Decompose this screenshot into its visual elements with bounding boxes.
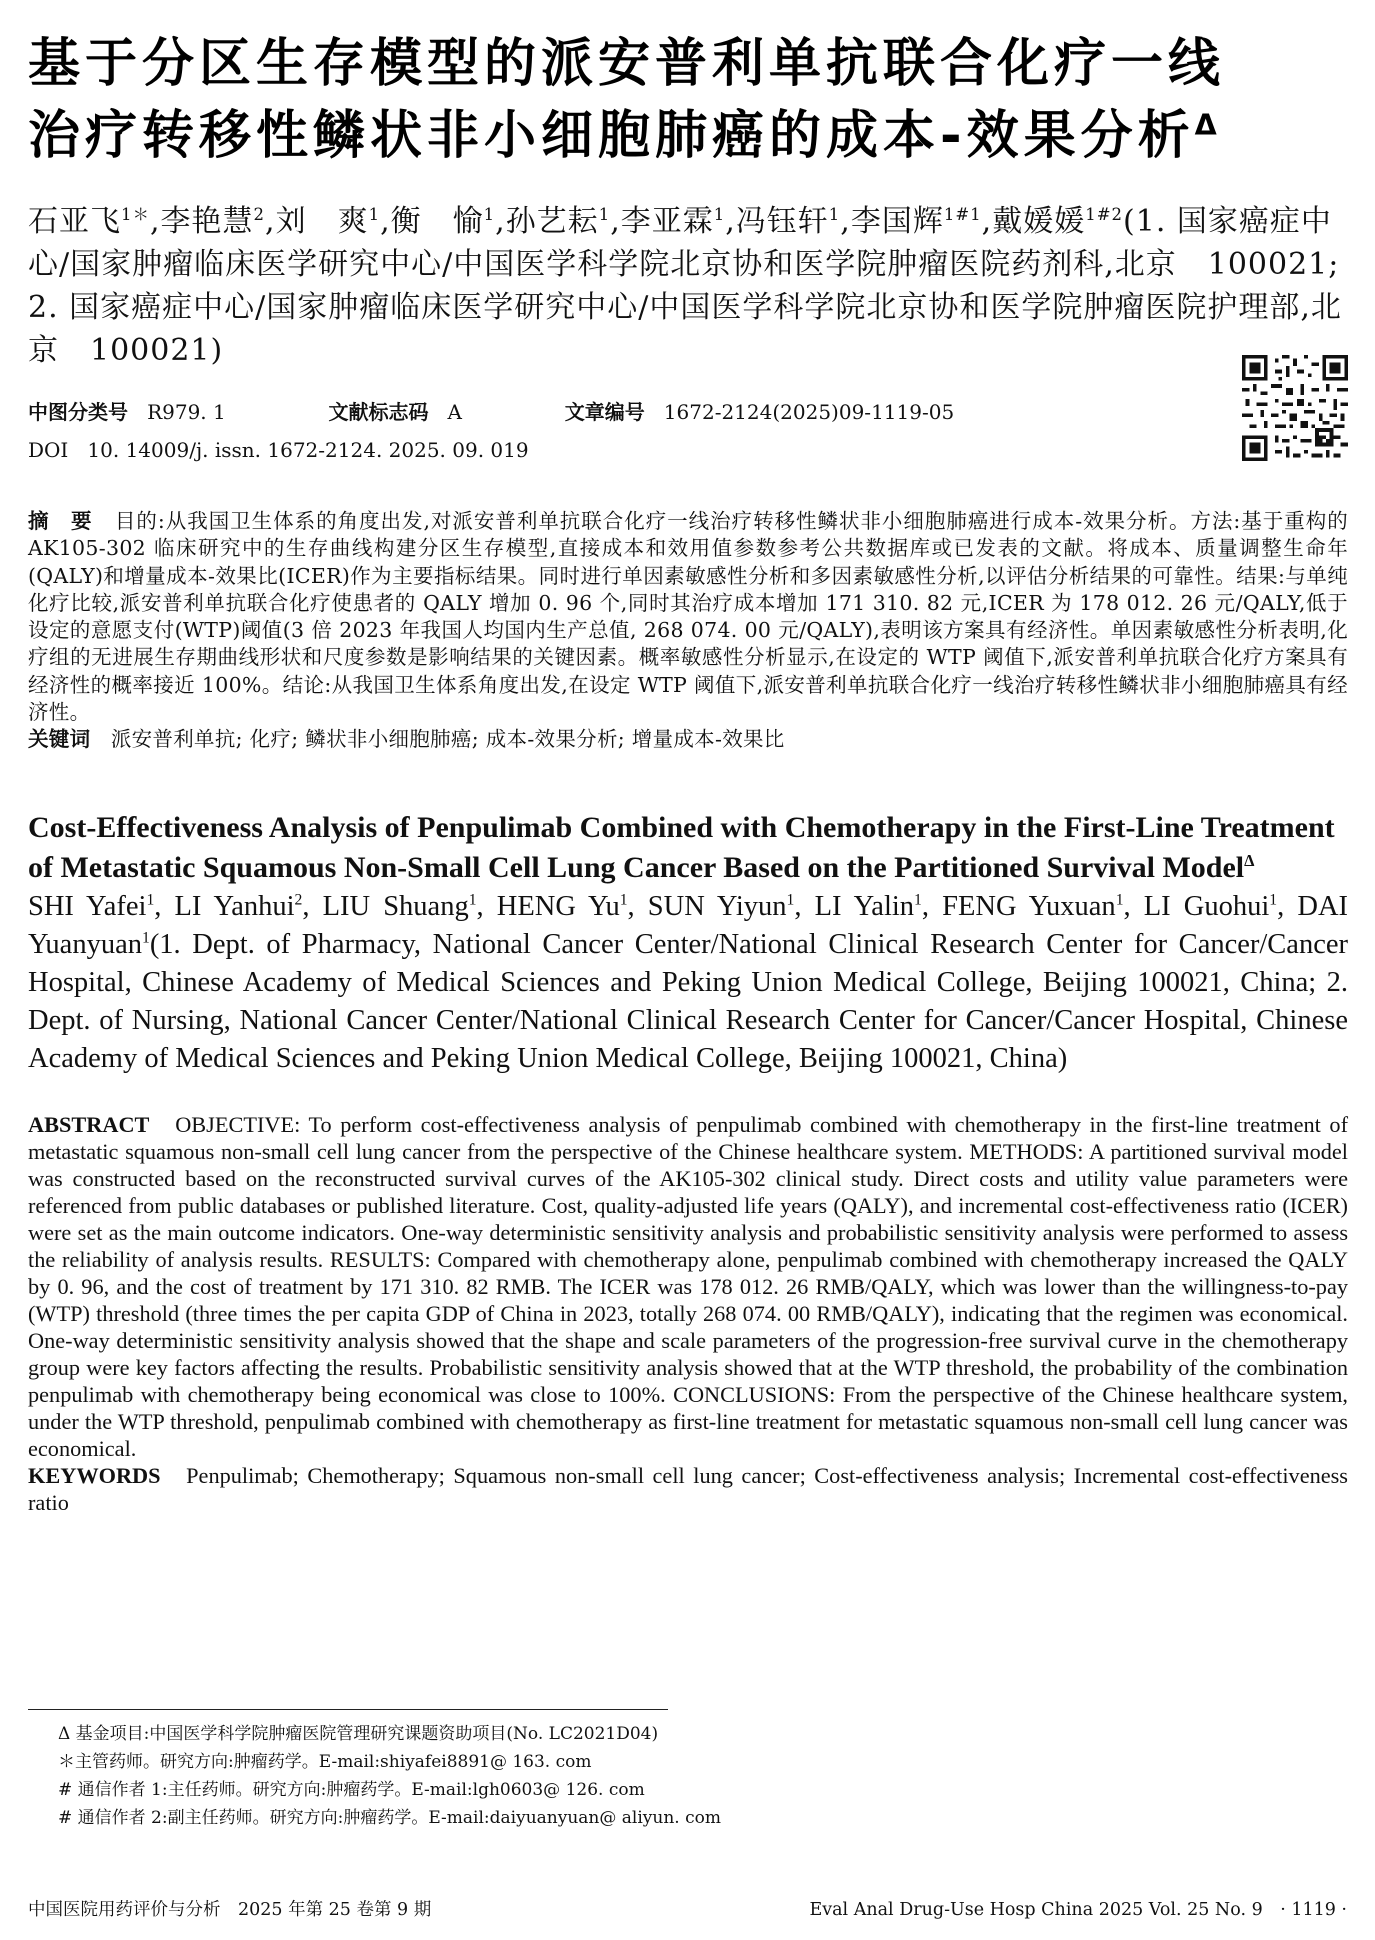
affiliation-cn: (1. 国家癌症中心/国家肿瘤临床医学研究中心/中国医学科学院北京协和医学院肿瘤医院药剂科,北京 100021; 2. 国家癌症中心/国家肿瘤临床医学研究中心/中国医学科学院北京协和医学院肿瘤医院护理部,北京 100021) <box>28 204 1342 368</box>
authors-en: SHI Yafei$^1$, LI Yanhui$^2$, LIU Shuang$^1$, HENG Yu$^1$, SUN Yiyun$^1$, LI Yalin$^1$, FENG Yuxuan$^1$, LI Guohui$^1$, DAI Yuanyuan$^1$(1. Dept. of Pharmacy, National Cancer Center/National Clinical Research Center for Cancer/Cancer Hospital, Chinese Academy of Medical Sciences and Peking Union Medical College, Beijing 100021, China; 2. Dept. of Nursing, National Cancer Center/National Clinical Research Center for Cancer/Cancer Hospital, Chinese Academy of Medical Sciences and Peking Union Medical College, Beijing 100021, China) <box>28 891 1349 1074</box>
title-cn-line2 <box>28 100 1348 172</box>
author-en: DAI Yuanyuan$^1$ <box>28 891 1349 960</box>
classification-row <box>28 398 954 426</box>
doi-value[interactable]: 10. 14009/j. issn. 1672-2124. 2025. 09. 019 <box>87 438 529 462</box>
author-cn: 李亚霖$^1$ <box>620 204 726 239</box>
author-cn: 石亚飞$^{1*}$ <box>28 204 150 239</box>
abstract-en-label: ABSTRACT <box>28 1112 150 1137</box>
keywords-en-text: Penpulimab; Chemotherapy; Squamous non-small cell lung cancer; Cost-effectiveness analysis; Incremental cost-effectiveness ratio <box>28 1463 1348 1515</box>
author-cn: 李国辉$^{1\#1}$ <box>850 204 982 239</box>
author-en: FENG Yuxuan$^1$ <box>942 891 1124 922</box>
doi-row <box>28 436 529 464</box>
title-cn-fund-mark: Δ <box>1194 107 1222 142</box>
author-cn: 冯钰轩$^1$ <box>735 204 841 239</box>
author-cn: 戴媛媛$^{1\#2}$ <box>992 204 1124 239</box>
article-number-value: 1672-2124(2025)09-1119-05 <box>663 400 955 424</box>
author-en: LI Yalin$^1$ <box>814 891 922 922</box>
doi-label: DOI <box>28 438 69 462</box>
author-en: LIU Shuang$^1$ <box>322 891 477 922</box>
author-cn: 李艳慧$^2$ <box>160 204 266 239</box>
abstract-en-text: OBJECTIVE: To perform cost-effectiveness analysis of penpulimab combined with chemotherapy in the first-line treatment of metastatic squamous non-small cell lung cancer from the perspective of the Chinese healthcare system. METHODS: A partitioned survival model was constructed based on the reconstructed survival curves of the AK105-302 clinical study. Direct costs and utility value parameters were referenced from public databases or published literature. Cost, quality-adjusted life years (QALY), and incremental cost-effectiveness ratio (ICER) were set as the main outcome indicators. One-way deterministic sensitivity analysis and probabilistic sensitivity analysis were performed to assess the reliability of analysis results. RESULTS: Compared with chemotherapy alone, penpulimab combined with chemotherapy increased the QALY by 0. 96, and the cost of treatment by 171 310. 82 RMB. The ICER was 178 012. 26 RMB/QALY, which was lower than the willingness-to-pay (WTP) threshold (three times the per capita GDP of China in 2023, totally 268 074. 00 RMB/QALY), indicating that the regimen was economical. One-way deterministic sensitivity analysis showed that the shape and scale parameters of the progression-free survival curve in the chemotherapy group were key factors affecting the results. Probabilistic sensitivity analysis showed that at the WTP threshold, the probability of the combination penpulimab with chemotherapy being economical was close to 100%. CONCLUSIONS: From the perspective of the Chinese healthcare system, under the WTP threshold, penpulimab combined with chemotherapy as first-line treatment for metastatic squamous non-small cell lung cancer was economical. <box>28 1112 1348 1461</box>
title-en <box>28 808 1348 888</box>
author-cn: 刘 爽$^1$ <box>275 204 381 239</box>
keywords-cn-text: 派安普利单抗; 化疗; 鳞状非小细胞肺癌; 成本-效果分析; 增量成本-效果比 <box>110 727 785 752</box>
title-cn-line1-text: 基于分区生存模型的派安普利单抗联合化疗一线 <box>28 34 1226 94</box>
keywords-en-label: KEYWORDS <box>28 1463 161 1488</box>
footnote-corresponding-2: # 通信作者 2:副主任药师。研究方向:肿瘤药学。E-mail:daiyuanyuan@ aliyun. com <box>58 1808 721 1828</box>
footer-journal-en: Eval Anal Drug-Use Hosp China 2025 Vol. 25 No. 9 · 1119 · <box>809 1900 1347 1920</box>
footnote-divider <box>28 1709 668 1710</box>
abstract-cn <box>28 508 1348 754</box>
abstract-en <box>28 1111 1348 1516</box>
abstract-cn-label: 摘 要 <box>28 509 93 533</box>
author-en: LI Guohui$^1$ <box>1143 891 1278 922</box>
author-en: SHI Yafei$^1$ <box>28 891 155 922</box>
doc-code-label: 文献标志码 <box>328 400 429 424</box>
doc-code-value: A <box>447 400 462 424</box>
footnote-corresponding-1: # 通信作者 1:主任药师。研究方向:肿瘤药学。E-mail:lgh0603@ 126. com <box>58 1780 645 1800</box>
author-en: SUN Yiyun$^1$ <box>647 891 795 922</box>
article-number-label: 文章编号 <box>564 400 645 424</box>
qr-code[interactable] <box>1242 355 1348 461</box>
title-en-text: Cost-Effectiveness Analysis of Penpulimab Combined with Chemotherapy in the First-Line Treatment of Metastatic Squamous Non-Small Cell Lung Cancer Based on the Partitioned Survival Model <box>28 811 1335 884</box>
author-cn: 衡 愉$^1$ <box>390 204 496 239</box>
author-en: HENG Yu$^1$ <box>496 891 628 922</box>
clc-label: 中图分类号 <box>28 400 128 424</box>
abstract-cn-text: 目的:从我国卫生体系的角度出发,对派安普利单抗联合化疗一线治疗转移性鳞状非小细胞肺癌进行成本-效果分析。方法:基于重构的 AK105-302 临床研究中的生存曲线构建分区生存模型,直接成本和效用值参数参考公共数据库或已发表的文献。将成本、质量调整生命年(QALY)和增量成本-效果比(ICER)作为主要指标结果。同时进行单因素敏感性分析和多因素敏感性分析,以评估分析结果的可靠性。结果:与单纯化疗比较,派安普利单抗联合化疗使患者的 QALY 增加 0. 96 个,同时其治疗成本增加 171 310. 82 元,ICER 为 178 012. 26 元/QALY,低于设定的意愿支付(WTP)阈值(3 倍 2023 年我国人均国内生产总值, 268 074. 00 元/QALY),表明该方案具有经济性。单因素敏感性分析表明,化疗组的无进展生存期曲线形状和尺度参数是影响结果的关键因素。概率敏感性分析显示,在设定的 WTP 阈值下,派安普利单抗联合化疗方案具有经济性的概率接近 100%。结论:从我国卫生体系角度出发,在设定 WTP 阈值下,派安普利单抗联合化疗一线治疗转移性鳞状非小细胞肺癌具有经济性。 <box>28 509 1348 725</box>
keywords-cn-label: 关键词 <box>28 727 91 752</box>
clc-value: R979. 1 <box>147 400 226 424</box>
author-en: LI Yanhui$^2$ <box>174 891 303 922</box>
title-cn-line2-text: 治疗转移性鳞状非小细胞肺癌的成本-效果分析 <box>28 106 1195 166</box>
author-cn: 孙艺耘$^1$ <box>505 204 611 239</box>
footnote-fund: Δ 基金项目:中国医学科学院肿瘤医院管理研究课题资助项目(No. LC2021D04) <box>58 1724 659 1744</box>
footnote-first-author: ＊主管药师。研究方向:肿瘤药学。E-mail:shiyafei8891@ 163. com <box>58 1752 592 1772</box>
title-en-fund-mark: Δ <box>1244 851 1255 870</box>
title-cn-line1 <box>28 28 1348 100</box>
authors-cn: 石亚飞$^{1*}$,李艳慧$^2$,刘 爽$^1$,衡 愉$^1$,孙艺耘$^1$,李亚霖$^1$,冯钰轩$^1$,李国辉$^{1\#1}$,戴媛媛$^{1\#2}$(1. 国家癌症中心/国家肿瘤临床医学研究中心/中国医学科学院北京协和医学院肿瘤医院药剂科,北京 100021; 2. 国家癌症中心/国家肿瘤临床医学研究中心/中国医学科学院北京协和医学院肿瘤医院护理部,北京 100021) <box>28 204 1342 368</box>
affiliation-en: (1. Dept. of Pharmacy, National Cancer Center/National Clinical Research Center for Cancer/Cancer Hospital, Chinese Academy of Medical Sciences and Peking Union Medical College, Beijing 100021, China; 2. Dept. of Nursing, National Cancer Center/National Clinical Research Center for Cancer/Cancer Hospital, Chinese Academy of Medical Sciences and Peking Union Medical College, Beijing 100021, China) <box>28 929 1348 1074</box>
footer-journal-cn: 中国医院用药评价与分析 2025 年第 25 卷第 9 期 <box>28 1900 432 1920</box>
